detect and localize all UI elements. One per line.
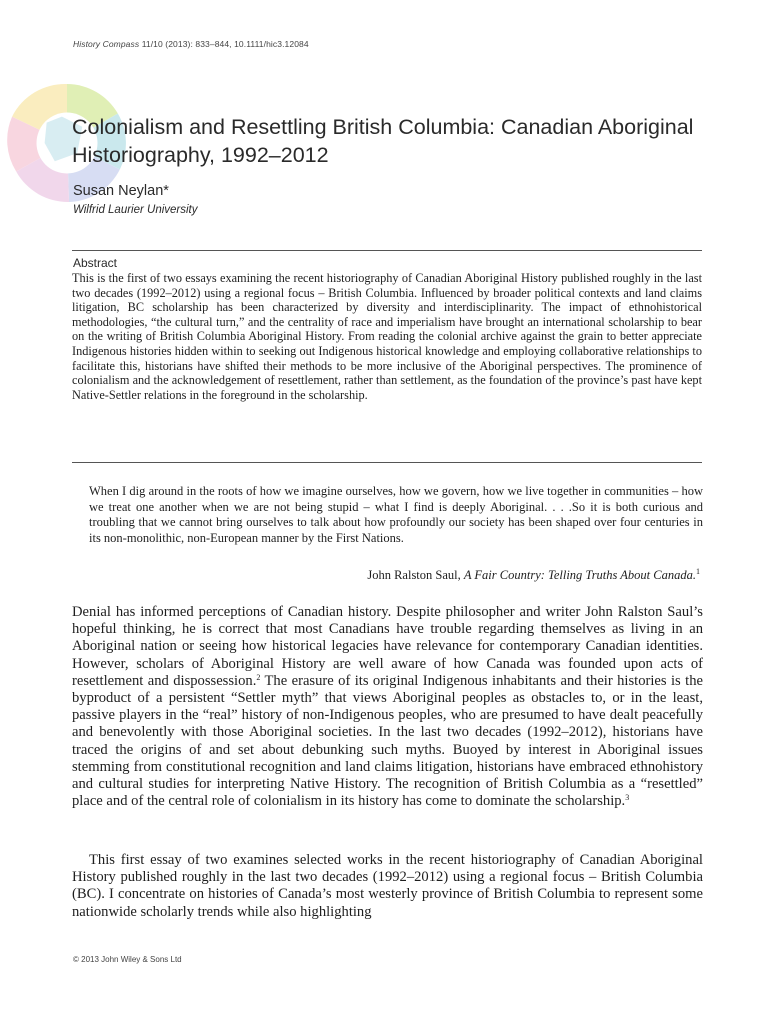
abstract-heading: Abstract [73, 256, 118, 270]
body-paragraph-1-part-2: The erasure of its original Indigenous inhabitants and their histories is the byproduct of a persistent “Settler myth” that views Aboriginal peoples as obstacles to, or in the least, passive players in the “real” history of non-Indigenous peoples, who are presumed to have dealt peacefully and benevolently with those Aboriginal societies. In the last two decades (1992–2012), historians have traced the origins of and set about debunking such myths. Buoyed by interest in Aboriginal issues stemming from constitutional recognition and land claims litigation, historians have embraced ethnohistory and cultural studies for interpreting Native History. The recognition of British Columbia as a “resettled” place and of the central role of colonialism in its history has come to dominate the scholarship. [72, 672, 703, 810]
abstract-top-divider [72, 250, 702, 251]
footnote-ref-3: 3 [625, 793, 630, 803]
abstract-text: This is the first of two essays examining the recent historiography of Canadian Aboriginal History published roughly in the last two decades (1992–2012) using a regional focus – British Columbia. Influenced by broader political contexts and land claims litigation, BC scholarship has been characterized by diversity and interdisciplinarity. The impact of ethnohistorical methodologies, “the cultural turn,” and the centrality of race and imperialism have brought an international scholarship to bear on the writing of British Columbia Aboriginal History. From reading the colonial archive against the grain to better appreciate Indigenous histories hidden within to seeking out Indigenous historical knowledge and employing collaborative relationships to facilitate this, historians have shifted their methods to be more inclusive of the Aboriginal perspectives. The prominence of colonialism and the acknowledgement of resettlement, rather than settlement, as the foundation of the province’s past have kept Native-Settler relations in the foreground in the scholarship. [72, 271, 702, 402]
article-title: Colonialism and Resettling British Columbia: Canadian Aboriginal Historiography, 1992–2012 [72, 115, 694, 167]
citation-details: 11/10 (2013): 833–844, 10.1111/hic3.12084 [141, 39, 309, 49]
copyright-footer: © 2013 John Wiley & Sons Ltd [73, 955, 182, 964]
author-affiliation: Wilfrid Laurier University [73, 204, 198, 216]
journal-citation [73, 39, 309, 49]
footnote-ref-1: 1 [696, 567, 700, 576]
journal-name: History Compass [73, 39, 140, 49]
body-paragraph-1-part-1: Denial has informed perceptions of Canadian history. Despite philosopher and writer John Ralston Saul’s hopeful thinking, he is correct that most Canadians have trouble regarding themselves as living in an Aboriginal nation or seeing how historical legacies have relevance for contemporary Canadian identities. However, scholars of Aboriginal History are well aware of how Canada was founded upon acts of resettlement and dispossession. [72, 604, 703, 689]
author-name: Susan Neylan* [73, 183, 169, 199]
body-paragraph-1 [72, 604, 703, 810]
abstract-bottom-divider [72, 462, 702, 463]
epigraph-author: John Ralston Saul, [367, 568, 461, 582]
epigraph-attribution [367, 568, 700, 584]
epigraph-quote: When I dig around in the roots of how we imagine ourselves, how we govern, how we live together in communities – how we treat one another when we are not being stupid – what I find is deeply Aboriginal. . . .So it is both curious and troubling that we cannot bring ourselves to talk about how profoundly our society has been shaped over four centuries in its non-monolithic, non-European manner by the First Nations. [89, 484, 703, 545]
body-paragraph-2: This first essay of two examines selected works in the recent historiography of Canadian Aboriginal History published roughly in the last two decades (1992–2012) using a regional focus – British Columbia (BC). I concentrate on histories of Canada’s most westerly province of British Columbia to represent some nationwide scholarly trends while also highlighting [72, 852, 703, 920]
footnote-ref-2: 2 [256, 672, 261, 682]
epigraph-book-title: A Fair Country: Telling Truths About Canada. [463, 568, 696, 582]
